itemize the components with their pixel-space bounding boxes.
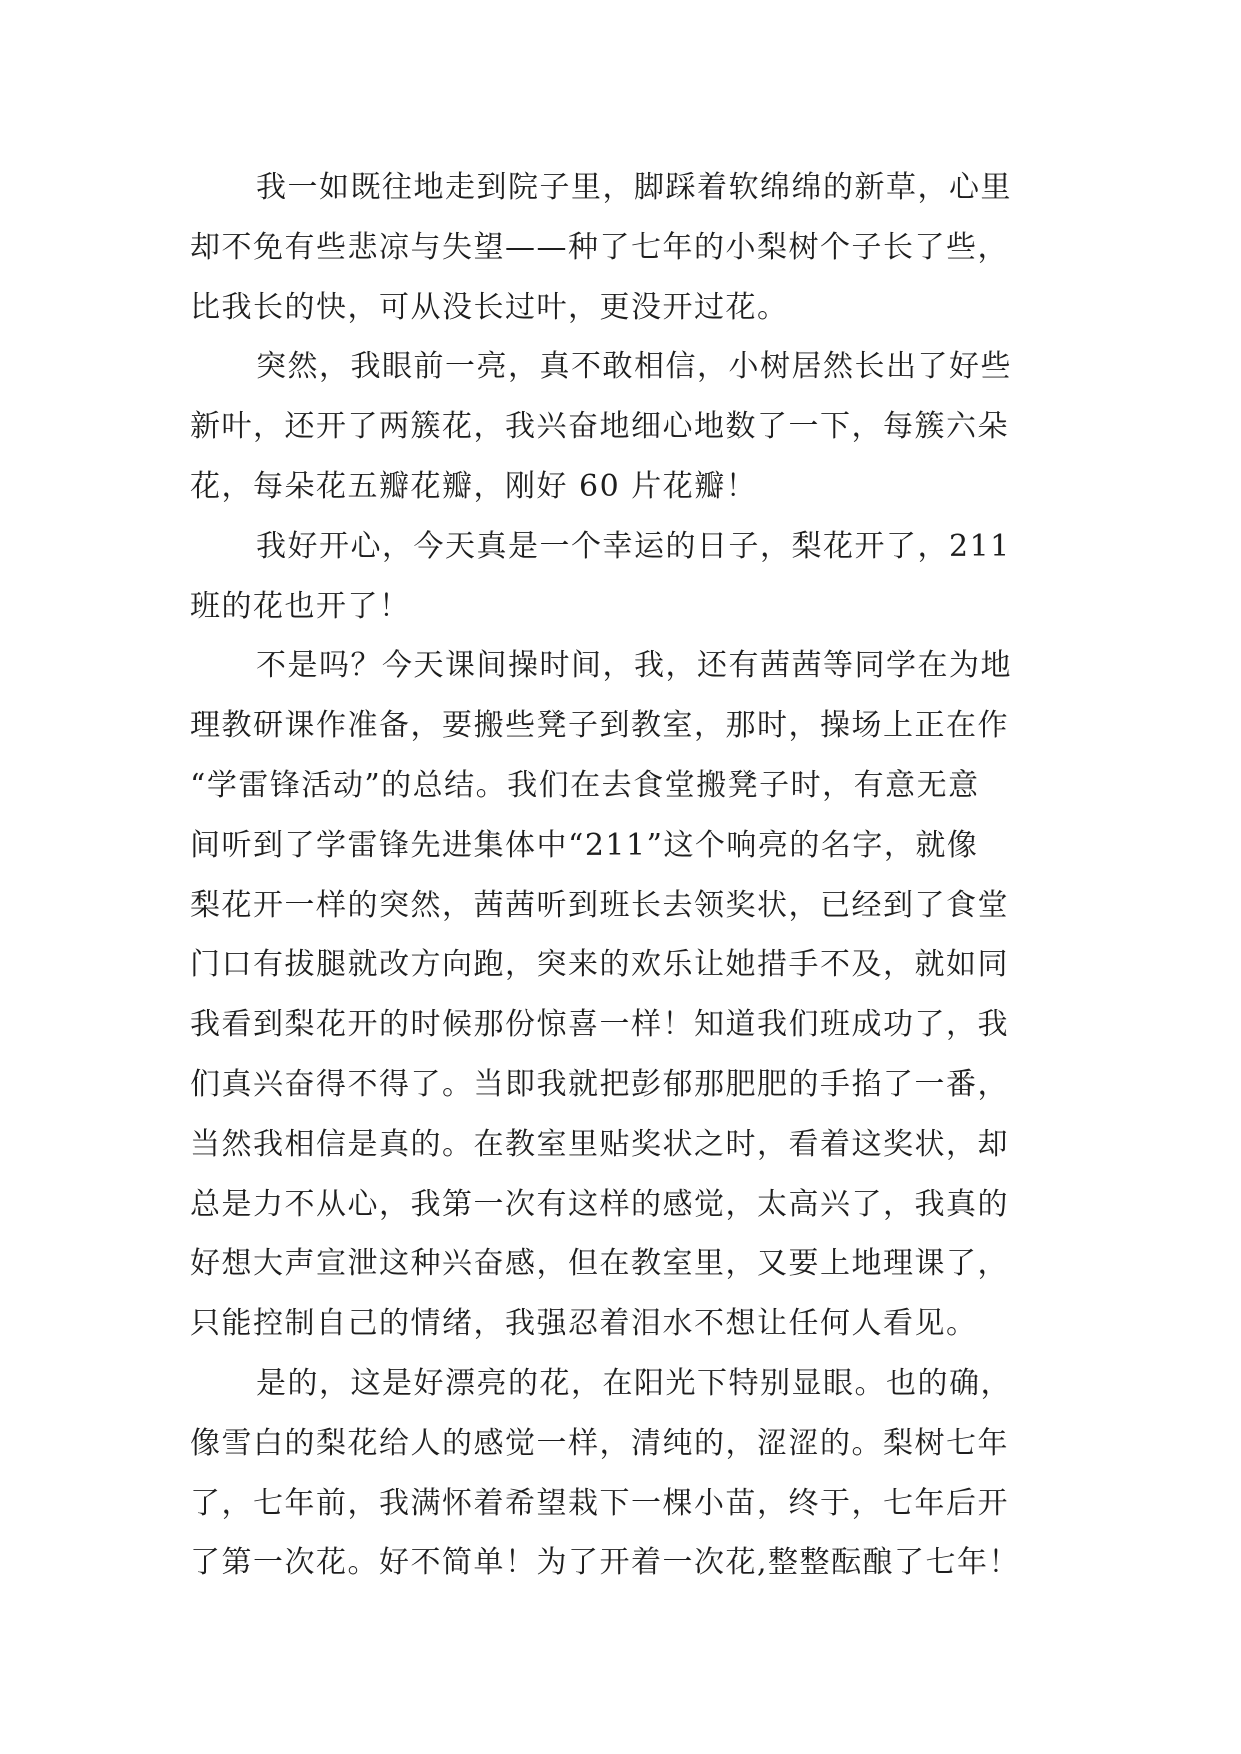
text-line: 却不免有些悲凉与失望——种了七年的小梨树个子长了些， [190,229,1009,265]
text-line: 不是吗？今天课间操时间，我，还有茜茜等同学在为地 [256,648,1012,684]
text-line: 门口有拔腿就改方向跑，突来的欢乐让她措手不及，就如同 [190,947,1009,983]
text-line: 梨花开一样的突然，茜茜听到班长去领奖状，已经到了食堂 [190,887,1009,923]
text-line: 我看到梨花开的时候那份惊喜一样！知道我们班成功了，我 [190,1007,1009,1043]
text-line: 我好开心，今天真是一个幸运的日子，梨花开了，211 [256,528,1011,564]
text-line: “学雷锋活动”的总结。我们在去食堂搬凳子时，有意无意 [190,767,980,803]
text-line: 比我长的快，可从没长过叶，更没开过花。 [190,289,789,325]
text-line: 花，每朵花五瓣花瓣，刚好 60 片花瓣！ [190,468,758,504]
essay-body [190,158,1060,1593]
text-line: 们真兴奋得不得了。当即我就把彭郁那肥肥的手掐了一番， [190,1066,1009,1102]
text-line: 是的，这是好漂亮的花，在阳光下特别显眼。也的确， [256,1365,1012,1401]
text-line: 我一如既往地走到院子里，脚踩着软绵绵的新草，心里 [256,170,1012,205]
text-line: 当然我相信是真的。在教室里贴奖状之时，看着这奖状，却 [190,1126,1009,1162]
text-line: 像雪白的梨花给人的感觉一样，清纯的，涩涩的。梨树七年 [190,1425,1009,1461]
text-line: 间听到了学雷锋先进集体中“211”这个响亮的名字，就像 [190,827,979,863]
text-line: 理教研课作准备，要搬些凳子到教室，那时，操场上正在作 [190,708,1009,744]
text-line: 只能控制自己的情绪，我强忍着泪水不想让任何人看见。 [190,1306,978,1342]
text-line: 总是力不从心，我第一次有这样的感觉，太高兴了，我真的 [190,1186,1009,1222]
text-line: 好想大声宣泄这种兴奋感，但在教室里，又要上地理课了， [190,1246,1009,1282]
text-line: 班的花也开了！ [190,588,411,624]
text-line: 了，七年前，我满怀着希望栽下一棵小苗，终于，七年后开 [190,1485,1009,1521]
text-line: 了第一次花。好不简单！为了开着一次花,整整酝酿了七年！ [190,1545,1021,1581]
text-line: 突然，我眼前一亮，真不敢相信，小树居然长出了好些 [256,349,1012,385]
text-line: 新叶，还开了两簇花，我兴奋地细心地数了一下，每簇六朵 [190,409,1009,445]
